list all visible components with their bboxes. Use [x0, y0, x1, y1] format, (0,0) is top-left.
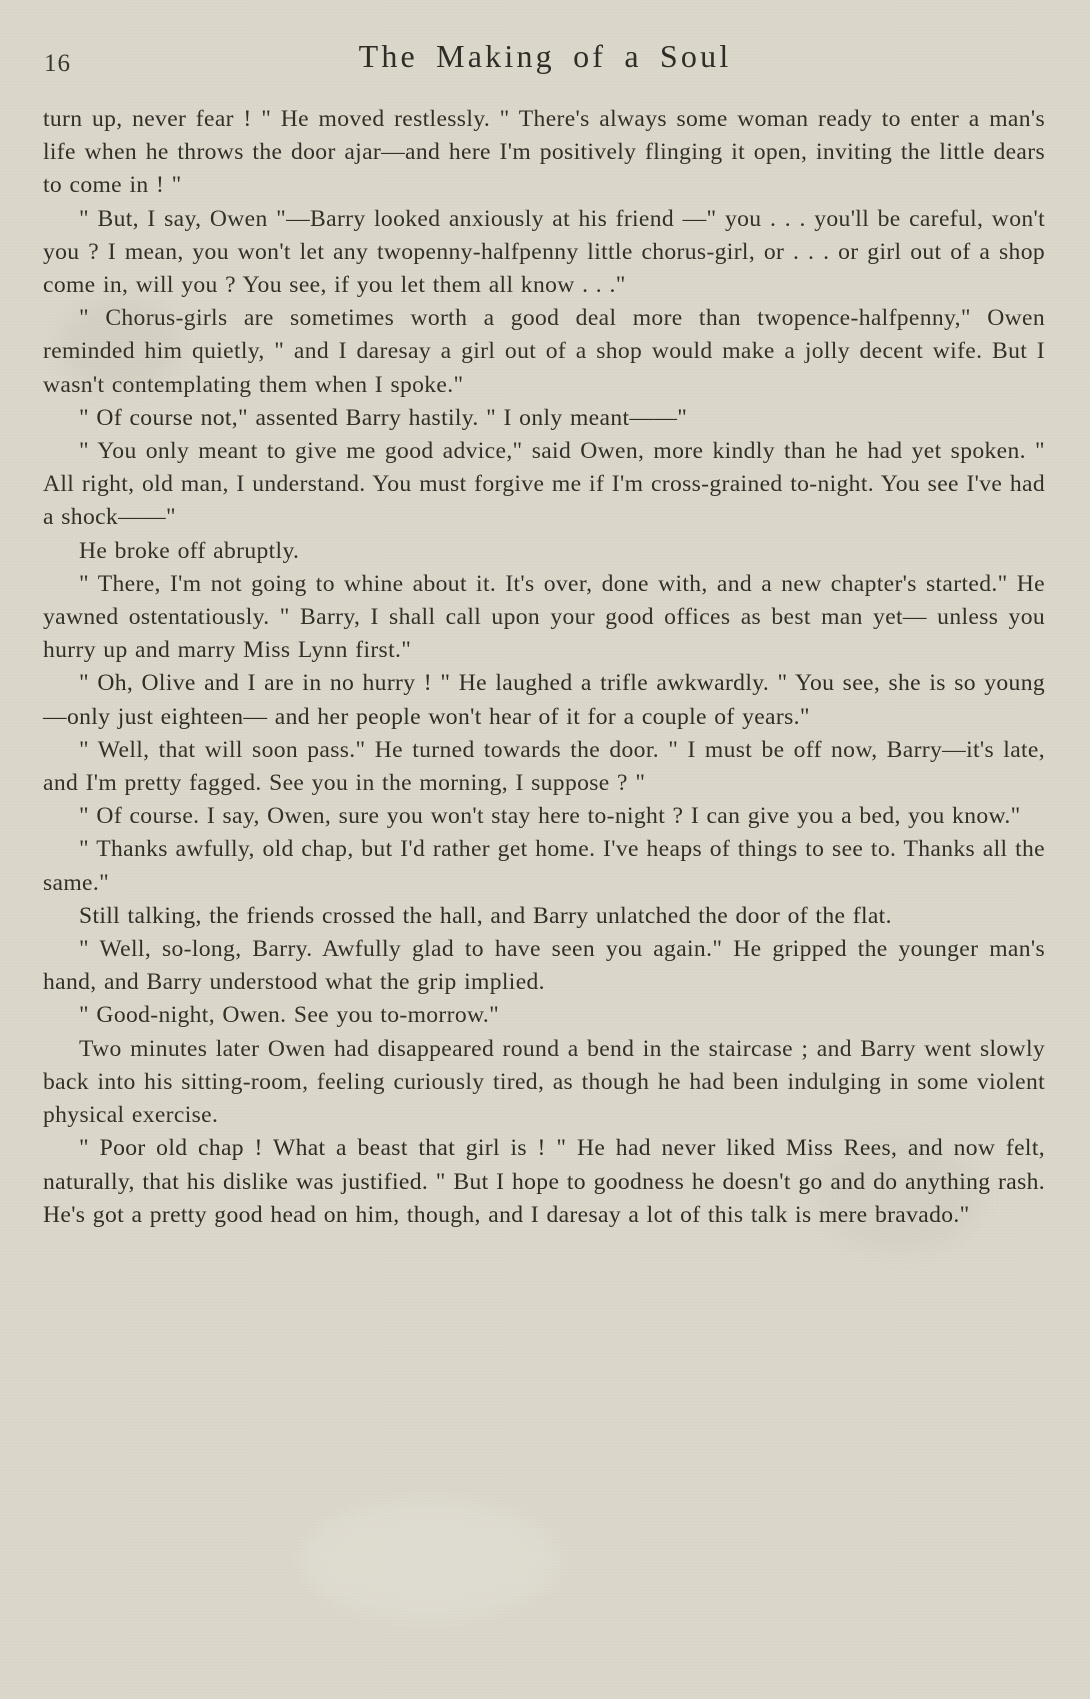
paragraph: " Chorus-girls are sometimes worth a good deal more than twopence-halfpenny," Owen reminded him quietly, " and I daresay a girl out of a shop would make a jolly decent wife. But I wasn't contemplating them when I spoke." [43, 305, 1045, 398]
paragraph: " Good-night, Owen. See you to-morrow." [79, 1002, 500, 1029]
paragraph: " Well, that will soon pass." He turned towards the door. " I must be off now, Barry—it's late, and I'm pretty fagged. See you in the morning, I suppose ? " [43, 736, 1045, 797]
paragraph: " Oh, Olive and I are in no hurry ! " He laughed a trifle awkwardly. " You see, she is so young—only just eighteen— and her people won't hear of it for a couple of years." [43, 670, 1045, 730]
paper-stain-3 [300, 1500, 560, 1620]
paragraph: " Thanks awfully, old chap, but I'd rather get home. I've heaps of things to see to. Thanks all the same." [43, 836, 1045, 896]
paragraph: " You only meant to give me good advice," said Owen, more kindly than he had yet spoken. " All right, old man, I understand. You must forgive me if I'm cross-grained to-night. You see I've had a shock——" [43, 438, 1045, 531]
paragraph: " There, I'm not going to whine about it. It's over, done with, and a new chapter's started." He yawned ostentatiously. " Barry, I shall call upon your good offices as best man yet— unless you hurry up and marry Miss Lynn first." [43, 570, 1045, 664]
paragraph: turn up, never fear ! " He moved restlessly. " There's always some woman ready to enter a man's life when he throws the door ajar—and here I'm positively flinging it open, inviting the little dears to come in ! " [43, 106, 1045, 199]
page-body-text [43, 103, 1045, 1232]
running-head-title: The Making of a Soul [358, 38, 732, 74]
paragraph: He broke off abruptly. [79, 537, 300, 564]
paragraph: Two minutes later Owen had disappeared round a bend in the staircase ; and Barry went slowly back into his sitting-room, feeling curiously tired, as though he had been indulging in some violent physical exercise. [43, 1035, 1045, 1129]
paragraph: " Poor old chap ! What a beast that girl is ! " He had never liked Miss Rees, and now felt, naturally, that his dislike was justified. " But I hope to goodness he doesn't go and do anything rash. He's got a pretty good head on him, though, and I daresay a lot of this talk is mere bravado." [43, 1135, 1045, 1228]
paragraph: " Well, so-long, Barry. Awfully glad to have seen you again." He gripped the younger man's hand, and Barry understood what the grip implied. [43, 936, 1045, 996]
paragraph: " But, I say, Owen "—Barry looked anxiously at his friend —" you . . . you'll be careful, won't you ? I mean, you won't let any twopenny-halfpenny little chorus-girl, or . . . or girl out of a shop come in, will you ? You see, if you let them all know . . ." [43, 205, 1045, 299]
paragraph: Still talking, the friends crossed the hall, and Barry unlatched the door of the flat. [79, 902, 892, 929]
page-header [0, 30, 1090, 82]
paragraph: " Of course. I say, Owen, sure you won't stay here to-night ? I can give you a bed, you know." [79, 803, 1021, 830]
page-number: 16 [44, 50, 71, 77]
paragraph: " Of course not," assented Barry hastily. " I only meant——" [79, 404, 688, 431]
